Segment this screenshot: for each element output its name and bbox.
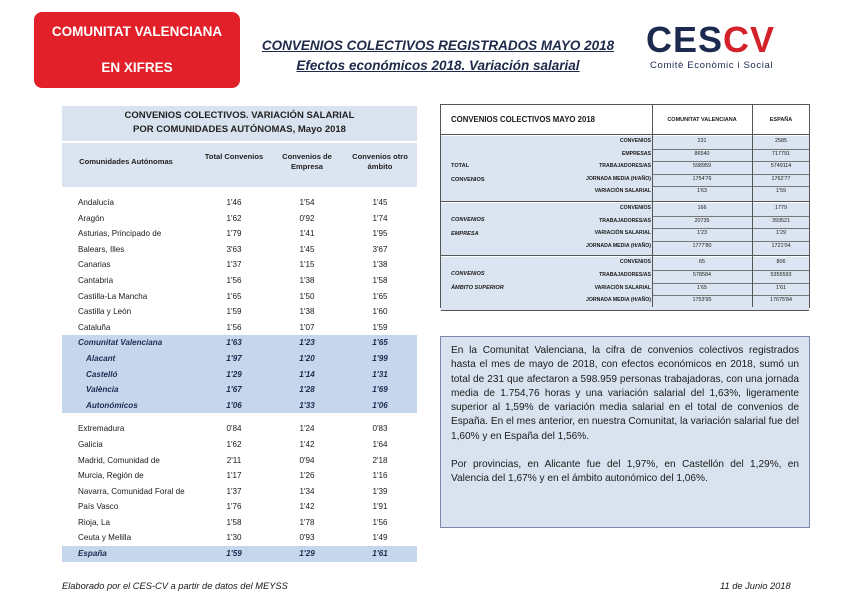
cell-company: 1'78 xyxy=(299,517,315,527)
table-row xyxy=(62,437,417,453)
table-row xyxy=(62,382,417,398)
cell-region: Galicia xyxy=(78,439,103,449)
cell-region: Cataluña xyxy=(78,322,111,332)
cell-other: 1'49 xyxy=(372,533,388,543)
cell-company: 1'07 xyxy=(299,322,315,332)
cell-company: 0'92 xyxy=(299,213,315,223)
metric-value-cv: 20735 xyxy=(694,217,710,224)
cell-other: 1'74 xyxy=(372,213,388,223)
cell-total: 1'29 xyxy=(226,369,242,379)
cell-total: 0'84 xyxy=(226,424,242,434)
cell-region: Castilla-La Mancha xyxy=(78,291,148,301)
cell-region: País Vasco xyxy=(78,502,119,512)
cell-other: 3'67 xyxy=(372,244,388,254)
cell-total: 1'46 xyxy=(226,198,242,207)
regional-variation-table xyxy=(62,106,417,562)
summary-paragraph-2: Por provincias, en Alicante fue del 1,97%, en Castellón del 1,29%, en Valencia del 1,67% y en el ámbito autonómico del 1,06%. xyxy=(451,459,799,485)
cell-other: 1'91 xyxy=(372,502,388,512)
header-region: Comunidades Autónomas xyxy=(79,157,173,166)
cell-company: 1'23 xyxy=(299,338,315,348)
summary-block xyxy=(441,203,809,256)
cell-other: 0'83 xyxy=(372,424,388,434)
footer-date: 11 de Junio 2018 xyxy=(720,581,791,591)
metric-label: EMPRESAS xyxy=(621,150,651,157)
summary-paragraph-1: En la Comunitat Valenciana, la cifra de convenios colectivos registrados hasta el mes de mayo de 2018, con efectos económicos en 2018, sumó un total de 231 que afectaron a 598.959 personas trabajadoras, con una jornada media de 1.754,76 horas y una variación salarial del 1,63%, ligeramente superior al 1,59% de variación media salarial en el total de convenios de España. En el mes anterior, en nuestra Comunitat, la variación salarial fue del 1,60% y en España del 1,56%. xyxy=(451,345,799,442)
col-header-spain: ESPAÑA xyxy=(769,117,793,123)
cell-total: 1'97 xyxy=(226,353,242,363)
metric-value-spain: 5355593 xyxy=(770,271,792,278)
table-row xyxy=(62,367,417,383)
metric-value-cv: 1'23 xyxy=(696,230,708,237)
col-header-cv: COMUNITAT VALENCIANA xyxy=(667,117,737,123)
cell-region: Cantabria xyxy=(78,275,114,285)
cell-total: 3'63 xyxy=(226,244,242,254)
cell-region: Ceuta y Melilla xyxy=(78,533,132,543)
metric-value-spain: 5749114 xyxy=(770,163,792,170)
table-row xyxy=(62,515,417,531)
header-total: Total Convenios xyxy=(204,152,264,161)
row-divider xyxy=(653,228,809,229)
metric-label: TRABAJADORES/AS xyxy=(599,217,651,224)
table-row xyxy=(62,304,417,320)
badge-line2: EN XIFRES xyxy=(101,60,173,75)
cell-region: España xyxy=(78,549,107,559)
metric-value-spain: 1721'04 xyxy=(771,242,791,249)
table-row xyxy=(62,351,417,367)
cell-other: 1'06 xyxy=(372,400,388,410)
cell-company: 1'29 xyxy=(299,549,315,559)
block-label: TOTAL xyxy=(451,163,470,169)
cell-company: 0'93 xyxy=(299,533,315,543)
cell-company: 1'50 xyxy=(299,291,315,301)
metric-value-spain: 2585 xyxy=(775,138,787,144)
metric-value-spain: 1'59 xyxy=(775,188,787,195)
cell-region: Alacant xyxy=(86,353,116,363)
cell-region: Canarias xyxy=(78,260,111,270)
row-divider xyxy=(653,174,809,175)
cell-other: 1'60 xyxy=(372,307,388,317)
divider xyxy=(652,105,653,307)
metric-label: JORNADA MEDIA (H/AÑO) xyxy=(585,175,651,182)
cell-total: 1'76 xyxy=(226,502,242,512)
table-row xyxy=(62,257,417,273)
cell-region: Rioja, La xyxy=(78,517,110,527)
cell-other: 2'18 xyxy=(372,455,388,465)
cell-other: 1'65 xyxy=(372,291,388,301)
row-divider xyxy=(653,149,809,150)
metric-label: CONVENIOS xyxy=(619,205,651,211)
cell-total: 1'58 xyxy=(226,517,242,527)
cell-total: 1'37 xyxy=(226,486,242,496)
cell-region: Autonómicos xyxy=(86,400,138,410)
cell-company: 1'33 xyxy=(299,400,315,410)
cell-total: 1'59 xyxy=(226,307,242,317)
cell-total: 1'67 xyxy=(226,385,242,395)
table-row xyxy=(62,398,417,414)
metric-label: VARIACIÓN SALARIAL xyxy=(594,188,651,195)
table-body-group1 xyxy=(62,195,417,335)
table-row xyxy=(62,453,417,469)
metric-value-spain: 1'61 xyxy=(775,284,787,291)
cell-region: Castelló xyxy=(86,369,118,379)
footer-source: Elaborado por el CES-CV a partir de datos del MEYSS xyxy=(62,581,288,591)
table-row xyxy=(62,211,417,227)
cell-total: 1'37 xyxy=(226,260,242,270)
cell-total: 1'06 xyxy=(226,400,242,410)
cell-region: València xyxy=(86,385,119,395)
row-divider xyxy=(653,283,809,284)
cell-other: 1'38 xyxy=(372,260,388,270)
summary-text xyxy=(440,336,810,528)
metric-value-spain: 1762'77 xyxy=(771,175,791,182)
logo-text-red: CV xyxy=(723,19,776,60)
metric-value-spain: 717791 xyxy=(772,150,790,157)
cell-region: Navarra, Comunidad Foral de xyxy=(78,486,185,496)
cell-other: 1'69 xyxy=(372,385,388,395)
metric-value-cv: 598959 xyxy=(693,163,711,170)
block-label: CONVENIOS xyxy=(451,217,485,223)
cell-region: Madrid, Comunidad de xyxy=(78,455,160,465)
cell-other: 1'99 xyxy=(372,353,388,363)
region-badge xyxy=(34,12,240,88)
block-label: CONVENIOS xyxy=(451,177,485,183)
cell-company: 1'20 xyxy=(299,353,315,363)
summary-table-header xyxy=(441,105,809,135)
table-body-cv-provinces xyxy=(62,351,417,413)
block-label: EMPRESA xyxy=(451,231,479,237)
metric-value-cv: 578584 xyxy=(693,271,711,278)
cell-total: 1'56 xyxy=(226,275,242,285)
cell-company: 1'42 xyxy=(299,439,315,449)
divider xyxy=(752,105,753,307)
table-row xyxy=(62,273,417,289)
page-subtitle: Efectos económicos 2018. Variación salarial xyxy=(296,58,580,73)
metric-value-spain: 393521 xyxy=(772,217,790,224)
cell-region: Extremadura xyxy=(78,424,125,434)
cell-total: 1'62 xyxy=(226,213,242,223)
metric-value-spain: 1'29 xyxy=(775,230,787,237)
metric-value-cv: 1753'95 xyxy=(692,297,712,304)
logo-text-main: CES xyxy=(646,19,724,60)
metric-value-cv: 1777'80 xyxy=(692,242,712,249)
row-divider xyxy=(653,161,809,162)
metric-value-cv: 65 xyxy=(699,259,705,266)
header-company: Convenios de Empresa xyxy=(282,152,332,171)
summary-title: CONVENIOS COLECTIVOS MAYO 2018 xyxy=(451,115,595,124)
metric-label: TRABAJADORES/AS xyxy=(599,271,651,278)
cell-company: 1'45 xyxy=(299,244,315,254)
cell-company: 1'24 xyxy=(299,424,315,434)
cell-total: 1'17 xyxy=(226,471,242,481)
row-divider xyxy=(653,295,809,296)
summary-block xyxy=(441,257,809,310)
cell-region: Andalucía xyxy=(78,198,114,207)
cell-other: 1'45 xyxy=(372,198,388,207)
cell-other: 1'16 xyxy=(372,471,388,481)
table-row xyxy=(62,289,417,305)
cell-total: 1'62 xyxy=(226,439,242,449)
metric-value-spain: 1779 xyxy=(775,205,787,211)
cell-company: 1'14 xyxy=(299,369,315,379)
metric-value-spain: 17675'84 xyxy=(769,297,792,304)
table-row xyxy=(62,320,417,336)
table-row xyxy=(62,484,417,500)
table-row xyxy=(62,530,417,546)
cell-other: 1'61 xyxy=(372,549,388,559)
cell-company: 1'54 xyxy=(299,198,315,207)
cell-region: Asturias, Principado de xyxy=(78,229,162,239)
cell-total: 2'11 xyxy=(226,455,242,465)
cell-total: 1'30 xyxy=(226,533,242,543)
metric-value-cv: 1'63 xyxy=(696,188,708,195)
summary-block xyxy=(441,136,809,202)
cell-total: 1'59 xyxy=(226,549,242,559)
page-title: CONVENIOS COLECTIVOS REGISTRADOS MAYO 2018 xyxy=(261,38,615,53)
row-divider xyxy=(653,216,809,217)
table-row xyxy=(62,421,417,437)
cell-other: 1'58 xyxy=(372,275,388,285)
table-row-cv xyxy=(62,335,417,351)
row-divider xyxy=(653,270,809,271)
cell-company: 1'38 xyxy=(299,275,315,285)
logo-subtitle: Comitè Econòmic i Social xyxy=(650,60,774,71)
table-row xyxy=(62,242,417,258)
block-label: ÁMBITO SUPERIOR xyxy=(451,285,504,292)
ces-cv-logo xyxy=(646,19,816,74)
table-row xyxy=(62,468,417,484)
table-title-line1: CONVENIOS COLECTIVOS. VARIACIÓN SALARIAL xyxy=(124,110,355,121)
cell-other: 1'56 xyxy=(372,517,388,527)
badge-line1: COMUNITAT VALENCIANA xyxy=(51,24,223,39)
metric-value-cv: 1754'76 xyxy=(692,175,712,182)
cell-company: 1'42 xyxy=(299,502,315,512)
table-row xyxy=(62,195,417,211)
cell-other: 1'31 xyxy=(372,369,388,379)
metric-label: TRABAJADORES/AS xyxy=(599,163,651,170)
cell-company: 0'94 xyxy=(299,455,315,465)
cell-other: 1'64 xyxy=(372,439,388,449)
block-label: CONVENIOS xyxy=(451,271,485,278)
metric-label: CONVENIOS xyxy=(619,138,651,144)
cell-total: 1'79 xyxy=(226,229,242,239)
metric-value-cv: 166 xyxy=(697,205,707,211)
metric-value-spain: 806 xyxy=(776,259,786,266)
cell-total: 1'56 xyxy=(226,322,242,332)
cell-other: 1'95 xyxy=(372,229,388,239)
table-title xyxy=(62,106,417,141)
metric-value-cv: 231 xyxy=(697,138,707,144)
table-row-spain xyxy=(62,546,417,562)
metric-label: VARIACIÓN SALARIAL xyxy=(594,284,651,291)
cell-region: Comunitat Valenciana xyxy=(78,338,163,348)
row-divider xyxy=(653,241,809,242)
metric-label: JORNADA MEDIA (H/AÑO) xyxy=(585,242,651,249)
cell-other: 1'59 xyxy=(372,322,388,332)
cell-company: 1'26 xyxy=(299,471,315,481)
table-row xyxy=(62,226,417,242)
cell-company: 1'41 xyxy=(299,229,315,239)
table-title-line2: POR COMUNIDADES AUTÓNOMAS, Mayo 2018 xyxy=(133,124,346,135)
cell-company: 1'28 xyxy=(299,385,315,395)
cell-company: 1'34 xyxy=(299,486,315,496)
cell-region: Balears, Illes xyxy=(78,244,125,254)
row-divider xyxy=(653,186,809,187)
cell-total: 1'63 xyxy=(226,338,242,348)
cell-company: 1'15 xyxy=(299,260,315,270)
metric-value-cv: 1'65 xyxy=(696,284,708,291)
summary-table xyxy=(440,104,810,308)
metric-value-cv: 86540 xyxy=(694,150,710,157)
cell-other: 1'39 xyxy=(372,486,388,496)
cell-total: 1'65 xyxy=(226,291,242,301)
cell-company: 1'38 xyxy=(299,307,315,317)
cell-region: Aragón xyxy=(78,213,105,223)
header-other: Convenios otro ámbito xyxy=(352,152,408,171)
table-header xyxy=(62,143,417,187)
table-row xyxy=(62,499,417,515)
table-body-group2 xyxy=(62,421,417,546)
cell-region: Castilla y León xyxy=(78,307,132,317)
cell-other: 1'65 xyxy=(372,338,388,348)
metric-label: JORNADA MEDIA (H/AÑO) xyxy=(585,297,651,304)
metric-label: VARIACIÓN SALARIAL xyxy=(594,230,651,237)
cell-region: Murcia, Región de xyxy=(78,471,144,481)
metric-label: CONVENIOS xyxy=(619,259,651,266)
